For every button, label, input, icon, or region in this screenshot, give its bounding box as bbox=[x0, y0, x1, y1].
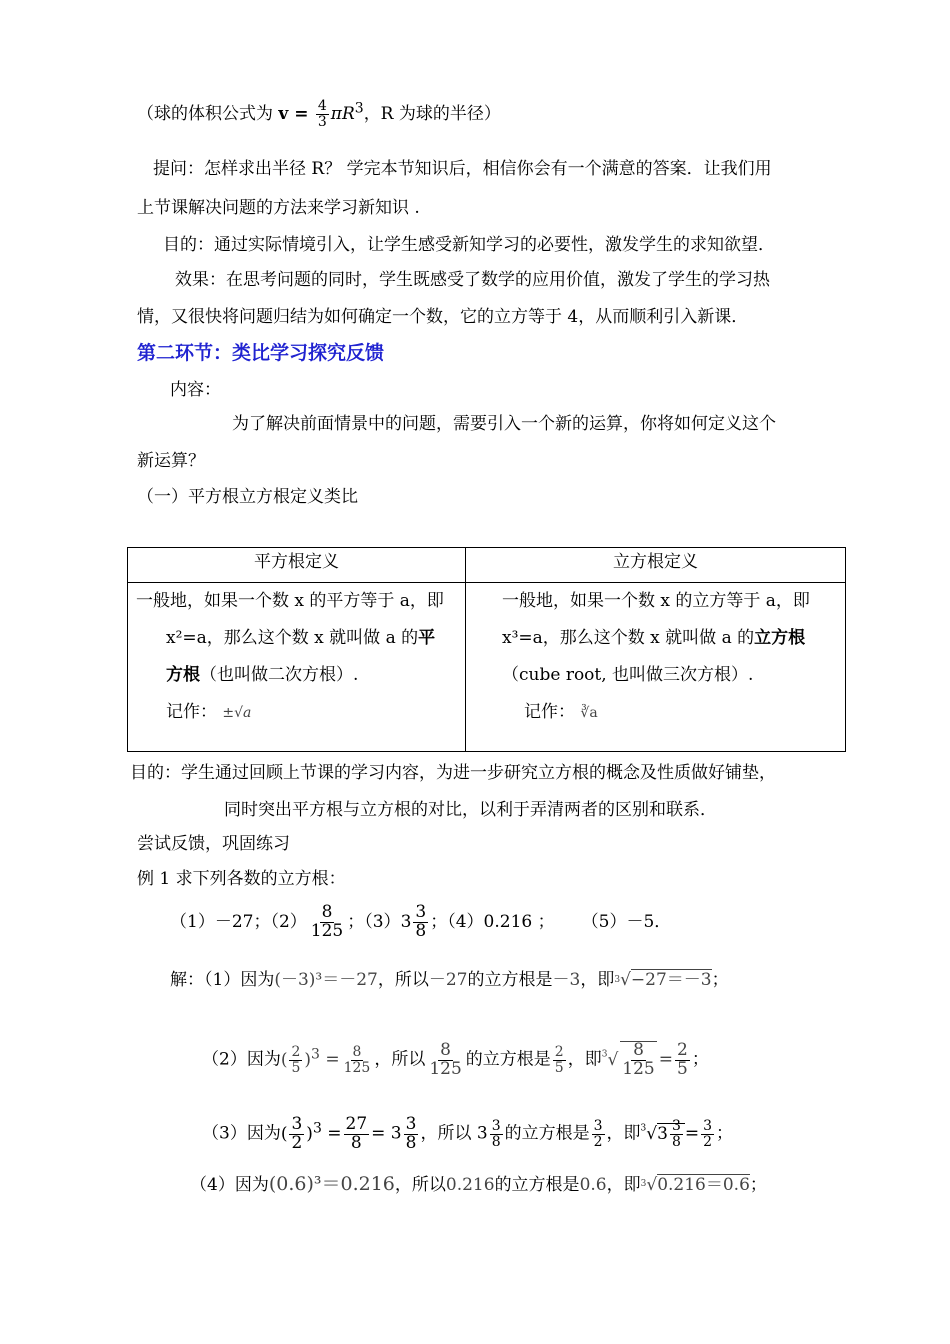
s3-h-result bbox=[701, 1119, 714, 1149]
s3-d-den: 8 bbox=[491, 1133, 501, 1150]
solution-1 bbox=[170, 960, 729, 1000]
cube-def-bold: 立方根 bbox=[754, 628, 806, 648]
formula-exp: 3 bbox=[354, 100, 364, 117]
table-header-square-root: 平方根定义 bbox=[128, 548, 466, 583]
s2-answer-fraction bbox=[553, 1045, 566, 1075]
cube-root-definition-cell bbox=[466, 583, 846, 752]
practice-label: 尝试反馈，巩固练习 bbox=[137, 834, 290, 854]
s2-h-eq: = bbox=[658, 1049, 673, 1070]
example-label: 例 1 求下列各数的立方根： bbox=[137, 869, 346, 889]
s2-radical: $^3$√ $\frac{8}{125}$ bbox=[601, 1040, 655, 1080]
s3-h-whole: 3 bbox=[657, 1123, 668, 1144]
effect-line-1: 效果：在思考问题的同时，学生既感受了数学的应用价值，激发了学生的学习热 bbox=[175, 270, 770, 290]
s2-lead: （2）因为 bbox=[202, 1049, 281, 1070]
s3-eq: = bbox=[327, 1123, 342, 1144]
s3-radical: $^3$√3 $\frac{3}{8}$ bbox=[641, 1124, 685, 1144]
s2-ie: ，即 bbox=[567, 1049, 602, 1070]
s3-cube-root-is: 的立方根是 bbox=[504, 1123, 590, 1144]
formula-pi-r: πR bbox=[330, 104, 355, 124]
solution-2 bbox=[202, 1030, 709, 1084]
s4-lead: （4）因为 bbox=[190, 1175, 269, 1195]
ex3-num: 3 bbox=[415, 902, 427, 923]
s3-lead: （3）因为 bbox=[202, 1123, 281, 1144]
cube-notation bbox=[466, 694, 845, 732]
exercise-item-3-fraction bbox=[413, 904, 428, 941]
exercise-item-5: （5）－5． bbox=[581, 912, 672, 932]
s2-r-den: 125 bbox=[343, 1059, 371, 1076]
s2-h-rnum: 2 bbox=[677, 1039, 688, 1060]
cube-def-line-1: 一般地，如果一个数 x 的立方等于 a，即 bbox=[502, 591, 810, 611]
s3-m-den: 8 bbox=[405, 1132, 417, 1153]
s1-cube-root-is: 的立方根是 bbox=[467, 970, 553, 990]
s2-base-num: 2 bbox=[291, 1043, 301, 1060]
s4-result: 0.6 bbox=[579, 1175, 607, 1195]
s3-ie: ，即 bbox=[606, 1123, 641, 1144]
s1-end: ； bbox=[711, 970, 729, 990]
s3-base-den: 2 bbox=[291, 1132, 303, 1153]
sq-def-line-3 bbox=[128, 657, 465, 694]
content-line-2: 新运算？ bbox=[137, 451, 205, 471]
sq-def-line-1: 一般地，如果一个数 x 的平方等于 a，即 bbox=[136, 591, 444, 611]
s2-power: ( $\frac{2}{5}$ )$^3$ bbox=[280, 1043, 320, 1076]
ex3-den: 8 bbox=[415, 921, 427, 941]
exercise-item-4: ；（4）0.216 ； bbox=[430, 912, 555, 932]
formula-suffix: ，R 为球的半径） bbox=[363, 104, 501, 124]
s1-radical: $^3$√−27＝－3 bbox=[614, 970, 712, 990]
question-line-2: 上节课解决问题的方法来学习新知识 . bbox=[137, 198, 420, 218]
exercise-item-2-label: （2） bbox=[270, 912, 307, 932]
table-header-cube-root: 立方根定义 bbox=[466, 548, 846, 583]
question-line-1: 提问：怎样求出半径 R？ 学完本节知识后，相信你会有一个满意的答案．让我们用 bbox=[153, 159, 772, 179]
s4-so: ，所以 bbox=[394, 1175, 446, 1195]
s2-d-num: 8 bbox=[440, 1039, 451, 1060]
ex2-den: 125 bbox=[310, 921, 344, 941]
s1-radicand: −27＝－3 bbox=[630, 970, 712, 990]
sq-root-symbol: ±√a bbox=[222, 705, 252, 721]
s3-base-fraction bbox=[289, 1113, 304, 1153]
s3-base-num: 3 bbox=[291, 1113, 303, 1134]
sq-def-bold-1: 平 bbox=[418, 628, 436, 648]
effect-line-2: 情，又很快将问题归结为如何确定一个数，它的立方等于 4，从而顺利引入新课． bbox=[137, 307, 749, 327]
s4-cube-root-is: 的立方根是 bbox=[494, 1175, 580, 1195]
s3-h-fraction bbox=[670, 1119, 683, 1149]
s1-equation: (－3)³＝－27 bbox=[274, 970, 378, 990]
purpose-after-table-2: 同时突出平方根与立方根的对比，以利于弄清两者的区别和联系． bbox=[224, 800, 717, 820]
s3-r-num: 27 bbox=[345, 1113, 368, 1134]
s2-f-den: 5 bbox=[554, 1059, 564, 1076]
s3-m-fraction bbox=[404, 1113, 419, 1153]
s2-end: ； bbox=[691, 1049, 709, 1070]
ex3-whole: 3 bbox=[400, 912, 412, 932]
sq-notation-label: 记作： bbox=[166, 702, 217, 722]
s1-so: ，所以 bbox=[377, 970, 429, 990]
sq-notation bbox=[128, 694, 465, 732]
solution-3 bbox=[202, 1104, 733, 1158]
ex2-num: 8 bbox=[321, 902, 333, 923]
s1-number: －27 bbox=[428, 970, 468, 990]
exercise-item-3-label: ；（3） bbox=[347, 912, 401, 932]
sq-def-line-2-text: x²=a，那么这个数 x 就叫做 a 的 bbox=[166, 628, 419, 648]
s3-h-num: 3 bbox=[671, 1117, 681, 1134]
s4-radicand: 0.216＝0.6 bbox=[657, 1175, 750, 1195]
cube-def-line-2-text: x³=a，那么这个数 x 就叫做 a 的 bbox=[502, 628, 755, 648]
cube-def-line-3: （cube root, 也叫做三次方根）. bbox=[502, 665, 754, 685]
s4-end: ； bbox=[749, 1175, 767, 1195]
sq-def-line-3-text: （也叫做二次方根）. bbox=[200, 665, 359, 685]
square-root-definition-cell bbox=[128, 583, 466, 752]
s2-d-den: 125 bbox=[429, 1058, 462, 1079]
s3-h-den: 8 bbox=[671, 1133, 681, 1150]
s3-exp: 3 bbox=[312, 1120, 322, 1136]
solution-4 bbox=[190, 1164, 767, 1205]
s2-base-fraction bbox=[289, 1045, 302, 1075]
s2-base-den: 5 bbox=[291, 1059, 301, 1076]
s2-number-fraction bbox=[427, 1039, 463, 1079]
formula-den: 3 bbox=[317, 114, 327, 130]
s2-result-fraction bbox=[342, 1045, 373, 1075]
s3-f-fraction bbox=[592, 1119, 605, 1149]
cube-def-line-2 bbox=[466, 620, 845, 657]
s2-h-den: 125 bbox=[622, 1059, 655, 1080]
s2-cube-root-is: 的立方根是 bbox=[465, 1049, 551, 1070]
s3-h-rden: 2 bbox=[703, 1133, 713, 1150]
s1-result: －3 bbox=[552, 970, 581, 990]
volume-formula-line bbox=[137, 99, 501, 130]
s1-ie: ，即 bbox=[580, 970, 615, 990]
formula-num: 4 bbox=[317, 98, 327, 115]
s3-f-den: 2 bbox=[593, 1133, 603, 1150]
exercise-item-2-fraction bbox=[309, 904, 345, 941]
content-line-1: 为了解决前面情景中的问题，需要引入一个新的运算，你将如何定义这个 bbox=[232, 414, 776, 434]
formula-v: v = bbox=[278, 104, 309, 124]
definition-comparison-table bbox=[127, 547, 846, 752]
s3-r-fraction bbox=[344, 1113, 370, 1153]
cube-root-symbol: ∛a bbox=[580, 705, 598, 721]
s2-h-num: 8 bbox=[633, 1040, 644, 1061]
s3-eq2: = 3 bbox=[371, 1123, 402, 1144]
s2-r-num: 8 bbox=[352, 1043, 362, 1060]
s3-power: ( $\frac{3}{2}$ )$^3$ bbox=[280, 1113, 322, 1153]
s4-radical: $^3$√0.216＝0.6 bbox=[640, 1175, 750, 1195]
s2-h-result bbox=[675, 1039, 690, 1079]
s2-radicand bbox=[620, 1041, 656, 1079]
s3-d-fraction bbox=[490, 1119, 503, 1149]
s4-equation: (0.6)³＝0.216 bbox=[268, 1173, 395, 1195]
s4-number: 0.216 bbox=[445, 1175, 495, 1195]
sq-def-bold-2: 方根 bbox=[166, 665, 200, 685]
content-label: 内容： bbox=[170, 380, 221, 400]
s2-so: ，所以 bbox=[374, 1049, 426, 1070]
purpose-line: 目的：通过实际情境引入，让学生感受新知学习的必要性，激发学生的求知欲望． bbox=[163, 235, 775, 255]
formula-prefix: （球的体积公式为 bbox=[137, 104, 273, 124]
s3-f-num: 3 bbox=[593, 1117, 603, 1134]
s4-ie: ，即 bbox=[606, 1175, 641, 1195]
s2-exp: 3 bbox=[311, 1046, 320, 1062]
formula-fraction bbox=[316, 99, 329, 129]
s3-d-num: 3 bbox=[491, 1117, 501, 1134]
sq-def-line-2 bbox=[128, 620, 465, 657]
s3-h-rnum: 3 bbox=[703, 1117, 713, 1134]
s3-end: ； bbox=[716, 1123, 734, 1144]
s3-r-den: 8 bbox=[350, 1132, 362, 1153]
s3-so: ，所以 3 bbox=[420, 1123, 488, 1144]
s2-h-rden: 5 bbox=[677, 1058, 688, 1079]
comparison-subheading: （一）平方根立方根定义类比 bbox=[137, 487, 358, 507]
s3-h-eq: = bbox=[684, 1123, 700, 1144]
exercise-line bbox=[170, 900, 671, 944]
s1-lead: 解：（1）因为 bbox=[170, 970, 275, 990]
exercise-item-1: （1）－27； bbox=[170, 912, 271, 932]
s2-f-num: 2 bbox=[554, 1043, 564, 1060]
s2-eq: = bbox=[325, 1049, 340, 1070]
s3-m-num: 3 bbox=[405, 1113, 417, 1134]
cube-notation-label: 记作： bbox=[524, 702, 575, 722]
section-heading: 第二环节：类比学习探究反馈 bbox=[137, 342, 385, 364]
purpose-after-table-1: 目的：学生通过回顾上节课的学习内容，为进一步研究立方根的概念及性质做好铺垫， bbox=[130, 763, 776, 783]
